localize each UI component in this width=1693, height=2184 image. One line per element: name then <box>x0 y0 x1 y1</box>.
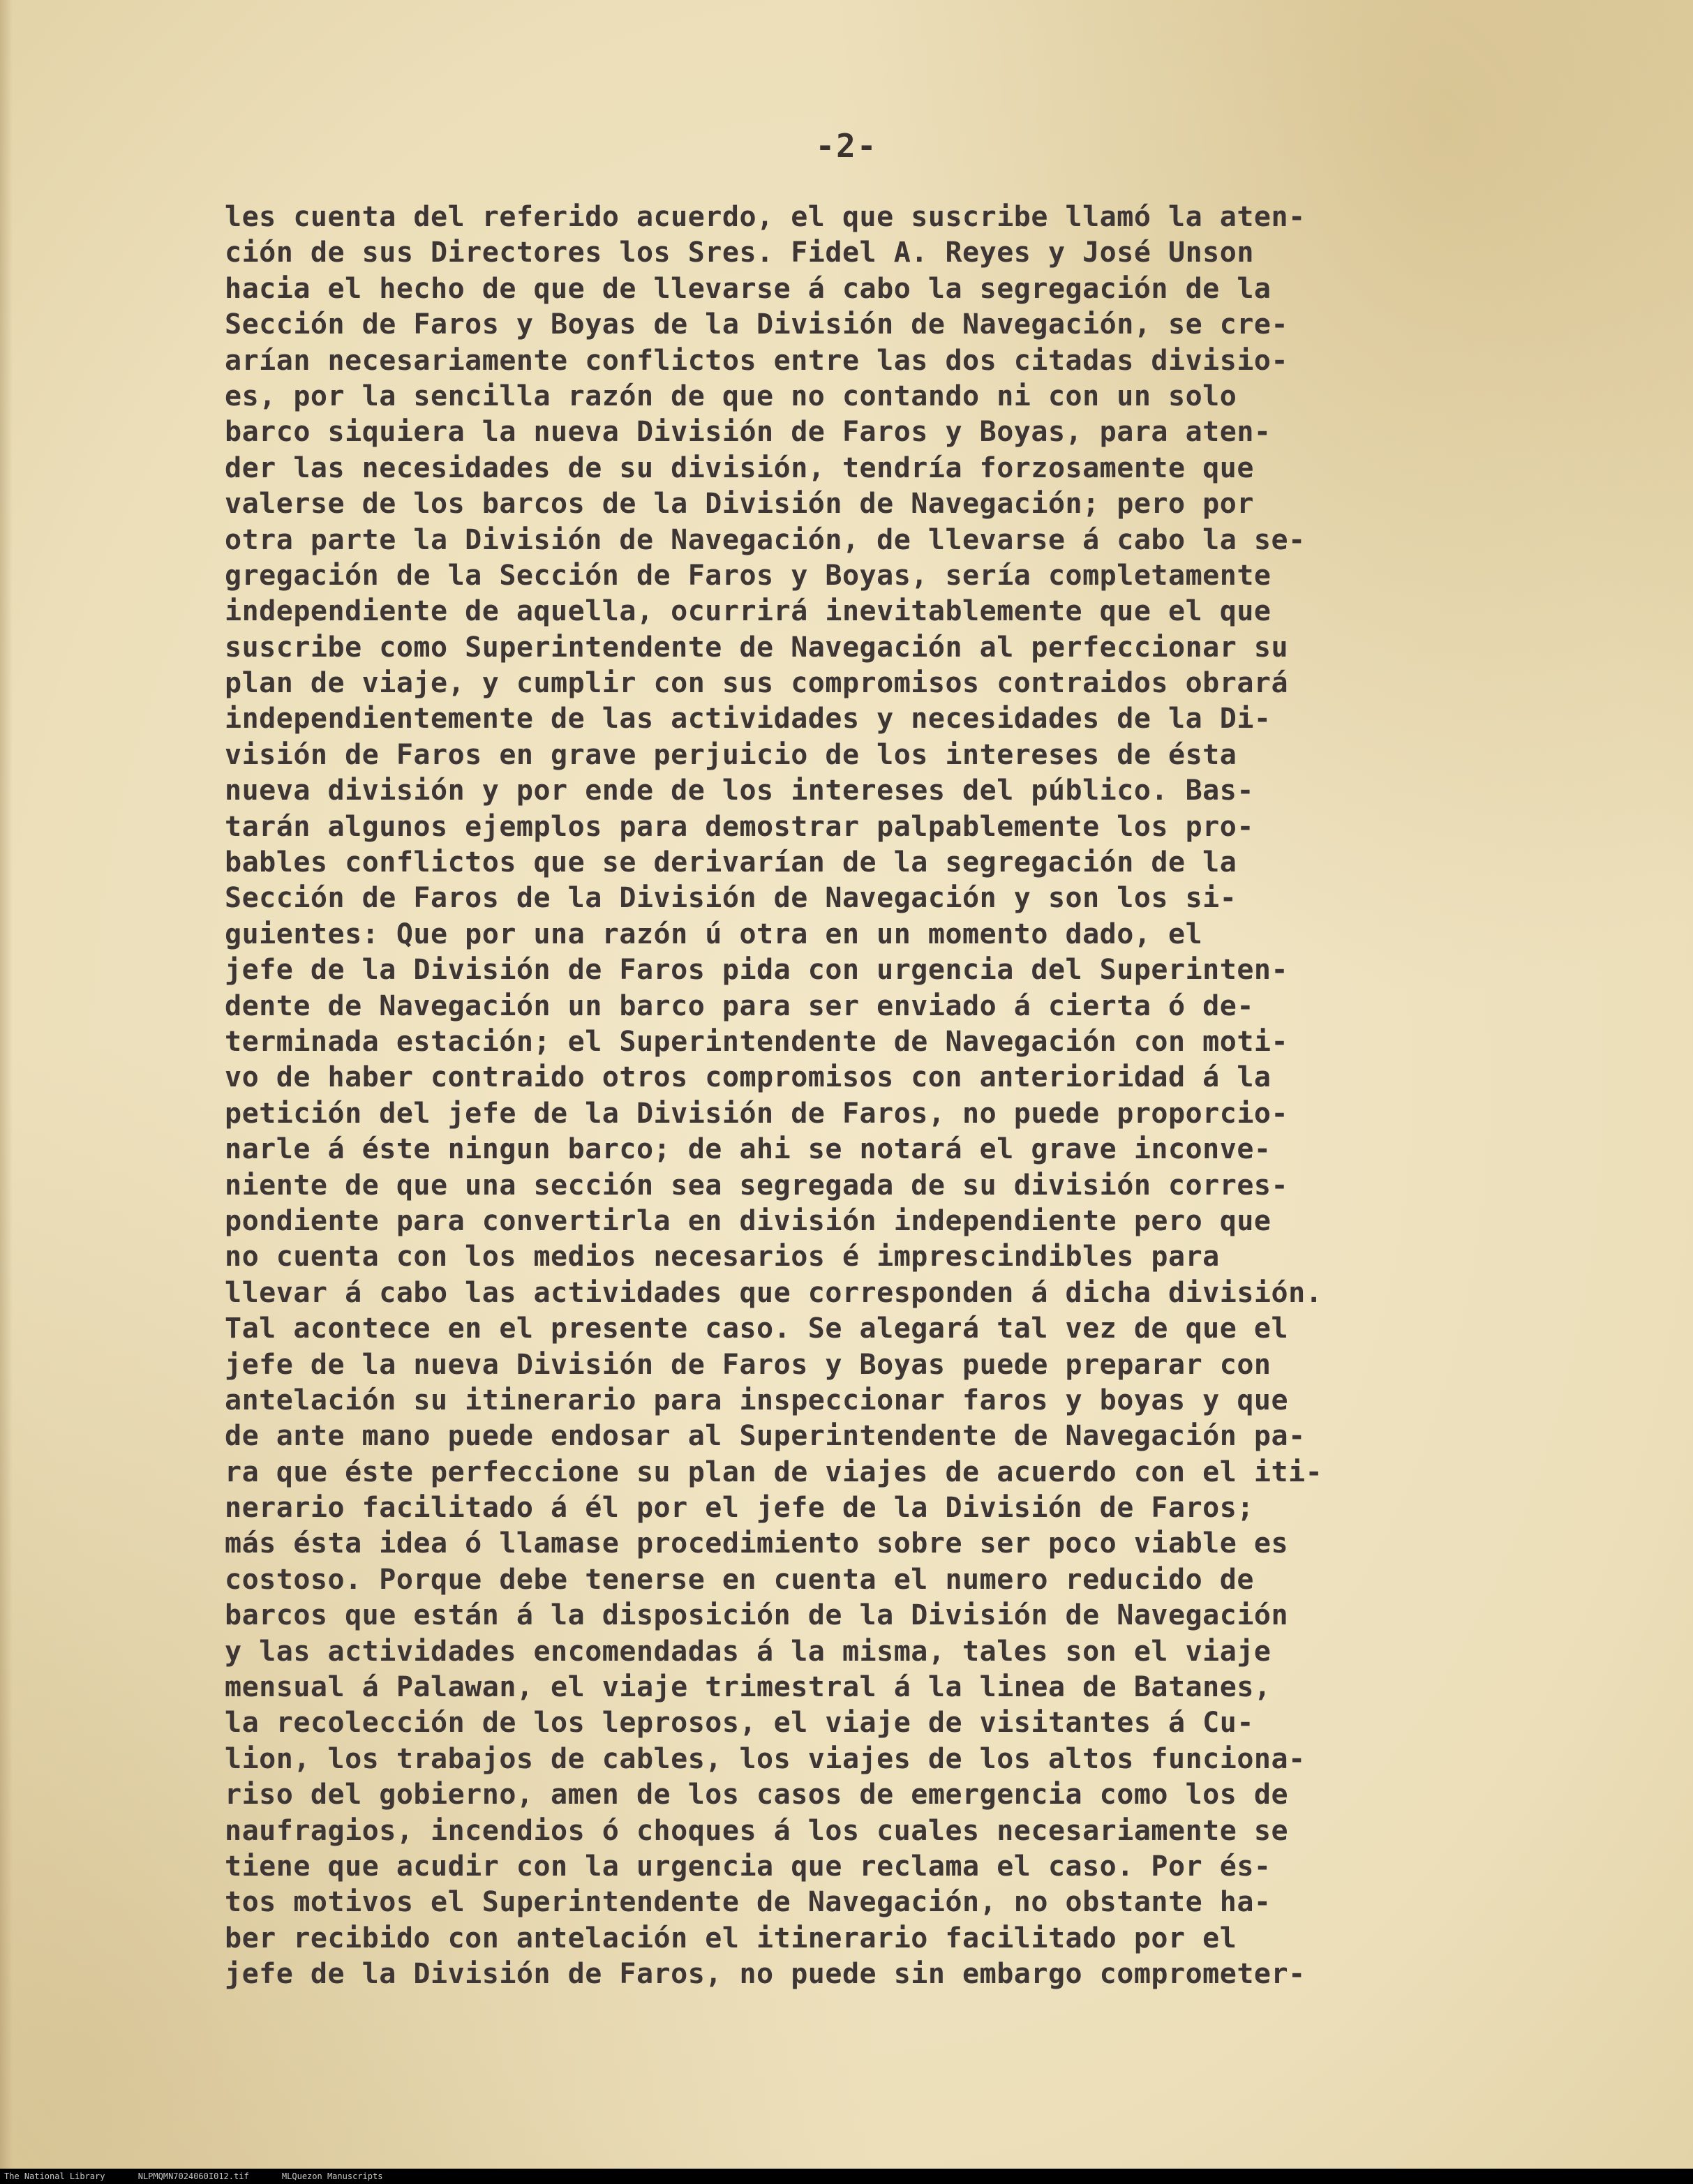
text-line: llevar á cabo las actividades que corresponden á dicha división. <box>225 1276 1323 1309</box>
text-line: independiente de aquella, ocurrirá inevitablemente que el que <box>225 595 1271 628</box>
text-line: antelación su itinerario para inspeccionar faros y boyas y que <box>225 1384 1289 1416</box>
text-line: más ésta idea ó llamase procedimiento sobre ser poco viable es <box>225 1527 1289 1560</box>
text-line: jefe de la nueva División de Faros y Boyas puede preparar con <box>225 1348 1271 1381</box>
text-line: Sección de Faros de la División de Navegación y son los si- <box>225 882 1237 915</box>
text-line: petición del jefe de la División de Faros, no puede proporcio- <box>225 1097 1289 1130</box>
text-line: plan de viaje, y cumplir con sus compromisos contraidos obrará <box>225 667 1289 700</box>
text-line: la recolección de los leprosos, el viaje de visitantes á Cu- <box>225 1707 1254 1740</box>
text-line: suscribe como Superintendente de Navegación al perfeccionar su <box>225 631 1289 664</box>
text-line: costoso. Porque debe tenerse en cuenta el numero reducido de <box>225 1563 1254 1596</box>
text-line: visión de Faros en grave perjuicio de los intereses de ésta <box>225 738 1237 771</box>
text-line: ra que éste perfeccione su plan de viajes de acuerdo con el iti- <box>225 1456 1323 1488</box>
text-line: dente de Navegación un barco para ser enviado á cierta ó de- <box>225 989 1254 1022</box>
footer-library: The National Library <box>4 2171 105 2181</box>
text-line: Tal acontece en el presente caso. Se alegará tal vez de que el <box>225 1312 1289 1345</box>
footer-collection: MLQuezon Manuscripts <box>281 2171 383 2181</box>
text-line: valerse de los barcos de la División de Navegación; pero por <box>225 488 1254 521</box>
text-line: jefe de la División de Faros, no puede sin embargo comprometer- <box>225 1958 1306 1991</box>
text-line: der las necesidades de su división, tendría forzosamente que <box>225 451 1254 484</box>
footer-file-name: NLPMQMN7024060I012.tif <box>137 2171 249 2181</box>
text-line: tarán algunos ejemplos para demostrar palpablemente los pro- <box>225 810 1254 843</box>
text-line: gregación de la Sección de Faros y Boyas, sería completamente <box>225 559 1271 592</box>
text-line: barcos que están á la disposición de la División de Navegación <box>225 1599 1289 1632</box>
text-line: otra parte la División de Navegación, de llevarse á cabo la se- <box>225 523 1306 556</box>
text-line: independientemente de las actividades y necesidades de la Di- <box>225 703 1271 735</box>
text-line: y las actividades encomendadas á la misma, tales son el viaje <box>225 1635 1271 1668</box>
scan-footer-bar <box>0 2169 1693 2184</box>
text-line: ber recibido con antelación el itinerario facilitado por el <box>225 1922 1237 1954</box>
typed-letter-body <box>225 200 1593 1993</box>
text-line: no cuenta con los medios necesarios é imprescindibles para <box>225 1241 1220 1273</box>
text-line: barco siquiera la nueva División de Faros y Boyas, para aten- <box>225 416 1271 449</box>
text-line: tiene que acudir con la urgencia que reclama el caso. Por és- <box>225 1850 1271 1883</box>
text-line: jefe de la División de Faros pida con urgencia del Superinten- <box>225 954 1289 987</box>
text-line: riso del gobierno, amen de los casos de emergencia como los de <box>225 1779 1289 1811</box>
text-line: lion, los trabajos de cables, los viajes de los altos funciona- <box>225 1742 1306 1775</box>
text-line: nerario facilitado á él por el jefe de la División de Faros; <box>225 1492 1254 1525</box>
text-line: bables conflictos que se derivarían de la segregación de la <box>225 846 1237 879</box>
text-line: ción de sus Directores los Sres. Fidel A. Reyes y José Unson <box>225 237 1254 269</box>
text-line: es, por la sencilla razón de que no contando ni con un solo <box>225 380 1237 412</box>
text-line: Sección de Faros y Boyas de la División de Navegación, se cre- <box>225 308 1289 341</box>
text-line: mensual á Palawan, el viaje trimestral á la linea de Batanes, <box>225 1671 1271 1704</box>
text-line: arían necesariamente conflictos entre las dos citadas divisio- <box>225 344 1289 377</box>
paper-edge-shadow <box>0 0 13 2169</box>
text-line: naufragios, incendios ó choques á los cuales necesariamente se <box>225 1814 1289 1847</box>
text-line: nueva división y por ende de los intereses del público. Bas- <box>225 775 1254 807</box>
page-number: -2- <box>815 127 878 165</box>
text-line: terminada estación; el Superintendente de Navegación con moti- <box>225 1025 1289 1058</box>
text-line: niente de que una sección sea segregada de su división corres- <box>225 1169 1289 1202</box>
text-line: guientes: Que por una razón ú otra en un momento dado, el <box>225 918 1203 950</box>
text-line: de ante mano puede endosar al Superintendente de Navegación pa- <box>225 1420 1306 1453</box>
text-line: tos motivos el Superintendente de Navegación, no obstante ha- <box>225 1886 1271 1919</box>
text-line: narle á éste ningun barco; de ahi se notará el grave inconve- <box>225 1133 1271 1166</box>
text-line: les cuenta del referido acuerdo, el que suscribe llamó la aten- <box>225 201 1306 233</box>
text-line: pondiente para convertirla en división independiente pero que <box>225 1204 1271 1237</box>
text-line: hacia el hecho de que de llevarse á cabo la segregación de la <box>225 272 1271 305</box>
text-line: vo de haber contraido otros compromisos con anterioridad á la <box>225 1061 1271 1094</box>
